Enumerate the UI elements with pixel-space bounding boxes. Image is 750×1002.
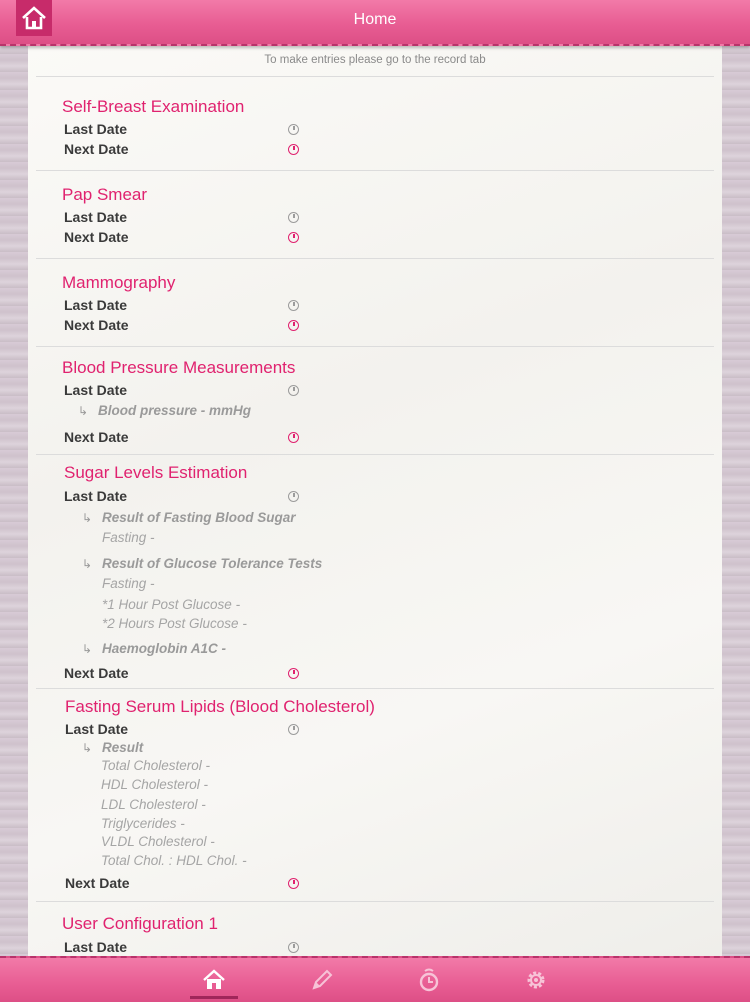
section-serum-lipids <box>36 689 714 902</box>
tab-home[interactable] <box>190 958 238 1002</box>
pencil-icon <box>310 968 334 992</box>
section-title: User Configuration 1 <box>62 914 218 933</box>
clock-icon <box>288 724 299 735</box>
clock-icon[interactable] <box>288 144 299 155</box>
section-title: Self-Breast Examination <box>62 97 245 116</box>
record-hint: To make entries please go to the record tab <box>264 54 486 66</box>
clock-icon <box>288 212 299 223</box>
glucose-tolerance-heading: Result of Glucose Tolerance Tests <box>102 556 323 571</box>
section-title: Sugar Levels Estimation <box>64 463 248 482</box>
section-mammography <box>36 259 714 347</box>
haemoglobin-a1c-value: Haemoglobin A1C - <box>102 641 227 656</box>
top-bar <box>0 0 750 46</box>
sub-arrow-icon: ↳ <box>82 557 93 571</box>
clock-icon <box>288 491 299 502</box>
next-date-label: Next Date <box>65 875 130 891</box>
vldl-cholesterol: VLDL Cholesterol - <box>101 834 215 849</box>
sub-arrow-icon: ↳ <box>78 404 89 418</box>
fasting-value: Fasting - <box>102 530 155 545</box>
alarm-clock-icon <box>417 967 441 993</box>
clock-icon[interactable] <box>288 432 299 443</box>
last-date-label: Last Date <box>65 721 129 737</box>
section-blood-pressure <box>36 347 714 455</box>
sub-arrow-icon: ↳ <box>82 642 93 656</box>
result-heading: Result <box>102 740 144 755</box>
fasting-blood-sugar-heading: Result of Fasting Blood Sugar <box>102 510 296 525</box>
tab-record[interactable] <box>298 958 346 1002</box>
total-cholesterol: Total Cholesterol - <box>101 758 211 773</box>
sub-arrow-icon: ↳ <box>82 741 93 755</box>
next-date-label: Next Date <box>64 229 129 245</box>
tab-settings[interactable] <box>512 958 560 1002</box>
last-date-label: Last Date <box>64 297 128 313</box>
total-hdl-ratio: Total Chol. : HDL Chol. - <box>101 853 247 868</box>
last-date-label: Last Date <box>64 209 128 225</box>
hdl-cholesterol: HDL Cholesterol - <box>101 777 209 792</box>
home-icon <box>202 969 226 991</box>
triglycerides: Triglycerides - <box>101 816 185 831</box>
section-self-breast-examination <box>36 77 714 171</box>
clock-icon <box>288 300 299 311</box>
blood-pressure-result: Blood pressure - mmHg <box>98 403 252 418</box>
gtt-2-hours-value: *2 Hours Post Glucose - <box>102 616 247 631</box>
tab-reminder[interactable] <box>405 958 453 1002</box>
next-date-label: Next Date <box>64 317 129 333</box>
clock-icon[interactable] <box>288 878 299 889</box>
clock-icon[interactable] <box>288 320 299 331</box>
gtt-fasting-value: Fasting - <box>102 576 155 591</box>
sub-arrow-icon: ↳ <box>82 511 93 525</box>
section-title: Blood Pressure Measurements <box>62 358 296 377</box>
section-sugar-levels <box>36 455 714 689</box>
section-title: Pap Smear <box>62 185 148 204</box>
gtt-1-hour-value: *1 Hour Post Glucose - <box>102 597 241 612</box>
last-date-label: Last Date <box>64 382 128 398</box>
clock-icon <box>288 124 299 135</box>
next-date-label: Next Date <box>64 141 129 157</box>
clock-icon[interactable] <box>288 232 299 243</box>
last-date-label: Last Date <box>64 488 128 504</box>
section-title: Mammography <box>62 273 176 292</box>
page-title: Home <box>353 11 397 28</box>
tab-bar <box>0 956 750 1002</box>
last-date-label: Last Date <box>64 939 128 955</box>
clock-icon <box>288 385 299 396</box>
section-user-configuration-1 <box>36 902 714 956</box>
ldl-cholesterol: LDL Cholesterol - <box>101 797 206 812</box>
last-date-label: Last Date <box>64 121 128 137</box>
home-content <box>28 44 722 956</box>
clock-icon[interactable] <box>288 668 299 679</box>
clock-icon <box>288 942 299 953</box>
next-date-label: Next Date <box>64 429 129 445</box>
gear-icon <box>523 967 549 993</box>
next-date-label: Next Date <box>64 665 129 681</box>
section-title: Fasting Serum Lipids (Blood Cholesterol) <box>65 697 375 716</box>
section-pap-smear <box>36 171 714 259</box>
